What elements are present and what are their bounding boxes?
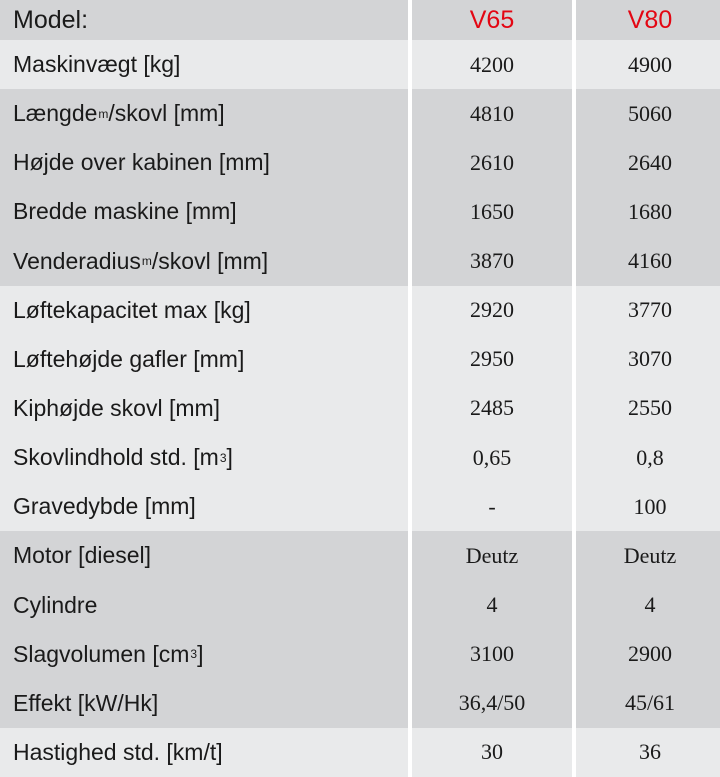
spec-label-text: Effekt [kW/Hk] bbox=[13, 689, 159, 716]
spec-value-v65: Deutz bbox=[412, 531, 572, 580]
spec-label bbox=[0, 40, 408, 89]
spec-value-v65: 2920 bbox=[412, 286, 572, 335]
spec-value-v65: 4200 bbox=[412, 40, 572, 89]
spec-label-text: Cylindre bbox=[13, 591, 98, 618]
spec-label bbox=[0, 679, 408, 728]
spec-label bbox=[0, 580, 408, 629]
spec-label bbox=[0, 187, 408, 236]
spec-label bbox=[0, 728, 408, 777]
spec-label-text: Gravedybde [mm] bbox=[13, 493, 196, 520]
spec-label bbox=[0, 138, 408, 187]
spec-value-v80: 3070 bbox=[576, 335, 720, 384]
spec-label-text: Slagvolumen [cm bbox=[13, 640, 190, 667]
spec-label-suffix: /skovl [mm] bbox=[108, 100, 225, 127]
spec-label-text: Længde bbox=[13, 100, 98, 127]
spec-value-v80: 2640 bbox=[576, 138, 720, 187]
spec-value-v80: 4 bbox=[576, 580, 720, 629]
spec-value-v80: 0,8 bbox=[576, 433, 720, 482]
spec-label-text: Højde over kabinen [mm] bbox=[13, 149, 270, 176]
spec-label bbox=[0, 482, 408, 531]
spec-label-suffix: ] bbox=[197, 640, 204, 667]
spec-value-v80: 36 bbox=[576, 728, 720, 777]
spec-value-v65: 30 bbox=[412, 728, 572, 777]
spec-value-v65: 3870 bbox=[412, 237, 572, 286]
spec-value-v80: Deutz bbox=[576, 531, 720, 580]
spec-label bbox=[0, 531, 408, 580]
spec-label-text: Løftehøjde gafler [mm] bbox=[13, 345, 245, 372]
spec-value-v80: 2550 bbox=[576, 384, 720, 433]
spec-label-text: Bredde maskine [mm] bbox=[13, 198, 237, 225]
spec-label-text: Skovlindhold std. [m bbox=[13, 444, 219, 471]
spec-value-v65: 4 bbox=[412, 580, 572, 629]
spec-value-v65: 2485 bbox=[412, 384, 572, 433]
spec-label-text: Maskinvægt [kg] bbox=[13, 51, 181, 78]
spec-label-text: Hastighed std. [km/t] bbox=[13, 738, 223, 765]
spec-label-superscript: m bbox=[98, 106, 109, 121]
spec-label bbox=[0, 630, 408, 679]
spec-value-v65: 0,65 bbox=[412, 433, 572, 482]
spec-label-text: Kiphøjde skovl [mm] bbox=[13, 394, 221, 421]
spec-value-v80: 45/61 bbox=[576, 679, 720, 728]
spec-label-suffix: /skovl [mm] bbox=[151, 247, 269, 274]
spec-label-text: Motor [diesel] bbox=[13, 542, 152, 569]
spec-value-v80: 2900 bbox=[576, 630, 720, 679]
spec-label bbox=[0, 335, 408, 384]
spec-label bbox=[0, 433, 408, 482]
spec-value-v80: 4900 bbox=[576, 40, 720, 89]
spec-value-v65: 36,4/50 bbox=[412, 679, 572, 728]
model-v80-header: V80 bbox=[576, 0, 720, 40]
spec-value-v80: 3770 bbox=[576, 286, 720, 335]
spec-label bbox=[0, 237, 408, 286]
model-v65-header: V65 bbox=[412, 0, 572, 40]
spec-label-suffix: ] bbox=[226, 444, 233, 471]
spec-label bbox=[0, 384, 408, 433]
spec-value-v65: 2950 bbox=[412, 335, 572, 384]
spec-value-v80: 1680 bbox=[576, 187, 720, 236]
spec-label-text: Venderadius bbox=[13, 247, 141, 274]
spec-value-v80: 5060 bbox=[576, 89, 720, 138]
spec-value-v65: 1650 bbox=[412, 187, 572, 236]
spec-value-v80: 4160 bbox=[576, 237, 720, 286]
spec-label bbox=[0, 286, 408, 335]
spec-label bbox=[0, 89, 408, 138]
spec-label-text: Løftekapacitet max [kg] bbox=[13, 296, 251, 323]
spec-label-superscript: 3 bbox=[190, 647, 198, 662]
spec-label-superscript: 3 bbox=[219, 450, 227, 465]
spec-value-v65: - bbox=[412, 482, 572, 531]
spec-value-v65: 3100 bbox=[412, 630, 572, 679]
spec-value-v65: 2610 bbox=[412, 138, 572, 187]
spec-label-superscript: m bbox=[141, 254, 152, 269]
model-header-label: Model: bbox=[0, 0, 408, 40]
spec-value-v65: 4810 bbox=[412, 89, 572, 138]
spec-value-v80: 100 bbox=[576, 482, 720, 531]
